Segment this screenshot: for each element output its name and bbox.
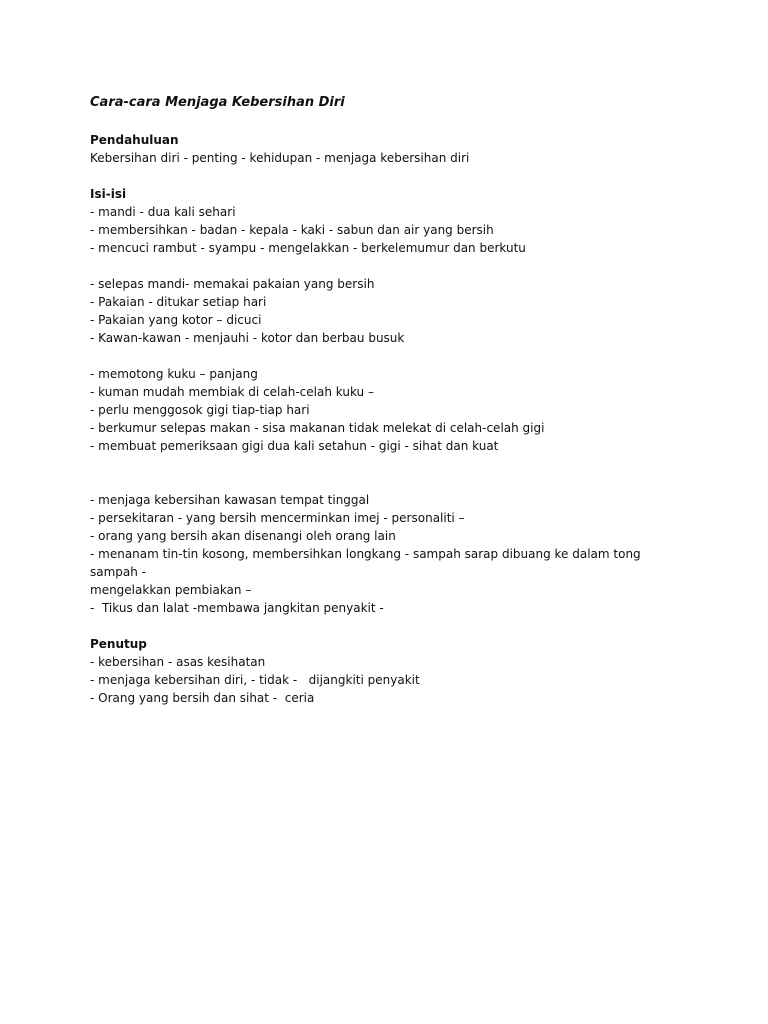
section-heading-pendahuluan: Pendahuluan xyxy=(90,133,179,147)
text-line: mengelakkan pembiakan – xyxy=(90,583,252,597)
text-line: - mandi - dua kali sehari xyxy=(90,205,236,219)
text-line: - Pakaian - ditukar setiap hari xyxy=(90,295,267,309)
section-heading-penutup: Penutup xyxy=(90,637,147,651)
spacer xyxy=(90,455,690,491)
text-line: - persekitaran - yang bersih mencerminkan imej - personaliti – xyxy=(90,511,465,525)
text-line: - Kawan-kawan - menjauhi - kotor dan berbau busuk xyxy=(90,331,405,345)
text-line: - Tikus dan lalat -membawa jangkitan penyakit - xyxy=(90,601,384,615)
spacer xyxy=(90,617,690,635)
text-line: - menjaga kebersihan kawasan tempat tinggal xyxy=(90,493,370,507)
text-line: - perlu menggosok gigi tiap-tiap hari xyxy=(90,403,310,417)
text-line: - menjaga kebersihan diri, - tidak - dijangkiti penyakit xyxy=(90,673,420,687)
text-line: Kebersihan diri - penting - kehidupan - menjaga kebersihan diri xyxy=(90,151,470,165)
document-title: Cara-cara Menjaga Kebersihan Diri xyxy=(90,95,345,110)
spacer xyxy=(90,257,690,275)
spacer xyxy=(90,347,690,365)
text-line: - menanam tin-tin kosong, membersihkan longkang - sampah sarap dibuang ke dalam tong sampah - xyxy=(90,547,645,579)
text-line: - kuman mudah membiak di celah-celah kuku – xyxy=(90,385,374,399)
text-line: - berkumur selepas makan - sisa makanan tidak melekat di celah-celah gigi xyxy=(90,421,545,435)
text-line: - membuat pemeriksaan gigi dua kali setahun - gigi - sihat dan kuat xyxy=(90,439,499,453)
spacer xyxy=(90,167,690,185)
text-line: - Pakaian yang kotor – dicuci xyxy=(90,313,262,327)
text-line: - selepas mandi- memakai pakaian yang bersih xyxy=(90,277,375,291)
text-line: - kebersihan - asas kesihatan xyxy=(90,655,266,669)
text-line: - orang yang bersih akan disenangi oleh orang lain xyxy=(90,529,396,543)
text-line: - Orang yang bersih dan sihat - ceria xyxy=(90,691,315,705)
document-page xyxy=(90,94,690,707)
text-line: - membersihkan - badan - kepala - kaki - sabun dan air yang bersih xyxy=(90,223,494,237)
text-line: - memotong kuku – panjang xyxy=(90,367,258,381)
section-heading-isi: Isi-isi xyxy=(90,187,127,201)
text-line: - mencuci rambut - syampu - mengelakkan - berkelemumur dan berkutu xyxy=(90,241,526,255)
